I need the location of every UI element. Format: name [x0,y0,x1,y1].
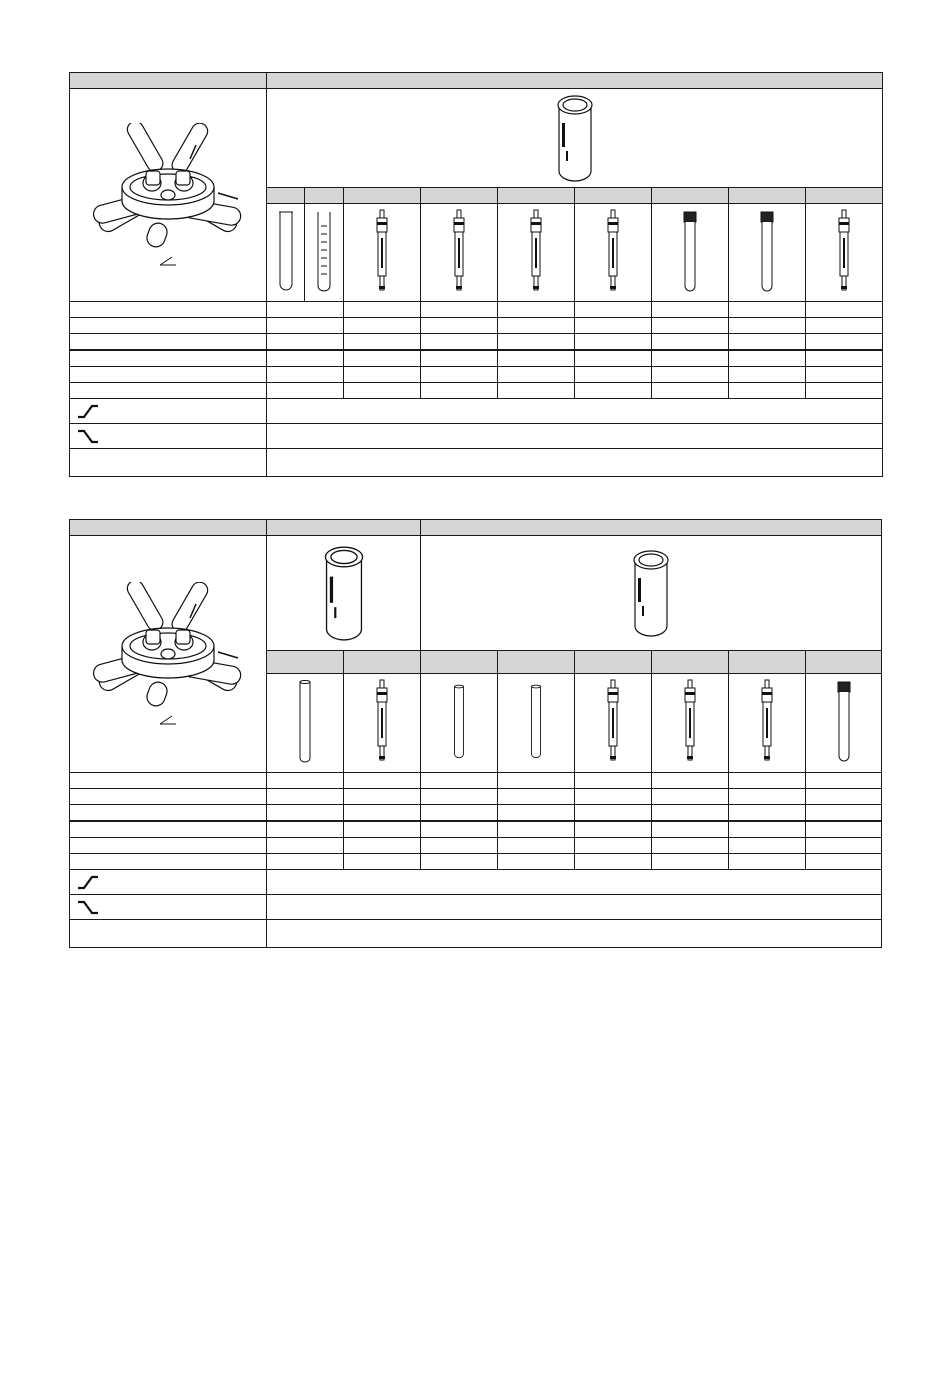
adapter-image-1 [267,674,344,773]
adapter-image-6 [652,674,729,773]
rotor-image-cell [70,89,267,302]
adapter-header-2 [344,650,421,673]
adapter-header-8 [729,187,806,203]
adapter-image-4 [421,204,498,302]
adapter-header-2 [305,187,344,203]
adapter-header-3 [421,650,498,673]
adapter-header-9 [806,187,883,203]
data-row [70,334,883,351]
data-row [70,838,882,854]
blood-collection-tube-icon [449,208,469,298]
adapter-image-9 [806,204,883,302]
adapter-header-4 [498,650,575,673]
adapter-header-7 [652,187,729,203]
capped-tube-icon [834,678,854,768]
round-bucket-icon [629,548,673,638]
adapter-image-5 [498,204,575,302]
data-row [70,302,883,318]
swing-out-rotor-with-buckets-icon [88,582,248,712]
adapter-header-3 [344,187,421,203]
data-row [70,383,883,399]
capped-tube-icon [680,208,700,298]
rotor-table-2 [69,519,882,948]
adapter-header-7 [729,650,806,673]
adapter-image-4 [498,674,575,773]
blood-collection-tube-icon [603,208,623,298]
adapter-header-5 [498,187,575,203]
data-row [70,805,882,822]
adapter-image-6 [575,204,652,302]
adapter-image-3 [421,674,498,773]
plain-tube-icon [526,683,546,763]
deceleration-row [70,424,883,449]
acceleration-ramp-icon [76,874,100,890]
data-row [70,789,882,805]
angle-mark-icon [158,255,178,267]
header-cell-bucket-a [267,520,421,536]
acceleration-row [70,399,883,424]
deceleration-row [70,895,882,920]
notes-row [70,920,882,948]
rotor-table-1 [69,72,883,477]
bucket-image-cell [267,89,883,188]
blood-collection-tube-icon [371,678,393,768]
plain-tube-icon [295,678,315,768]
round-bottom-tube-icon [276,208,296,298]
header-cell-buckets [267,73,883,89]
adapter-header-6 [652,650,729,673]
header-cell-bucket-b [421,520,882,536]
adapter-image-8 [806,674,882,773]
data-row [70,854,882,870]
blood-collection-tube-icon [526,208,546,298]
acceleration-row [70,870,882,895]
blood-collection-tube-icon [680,678,700,768]
deceleration-ramp-icon [76,428,100,444]
adapter-header-1 [267,650,344,673]
adapter-image-3 [344,204,421,302]
data-row [70,773,882,789]
adapter-image-8 [729,204,806,302]
adapter-header-5 [575,650,652,673]
swing-out-rotor-with-buckets-icon [88,123,248,253]
adapter-image-2 [305,204,344,302]
adapter-image-2 [344,674,421,773]
adapter-image-1 [267,204,305,302]
adapter-image-7 [729,674,806,773]
plain-tube-icon [449,683,469,763]
blood-collection-tube-icon [603,678,623,768]
blood-collection-tube-icon [372,208,392,298]
adapter-header-1 [267,187,305,203]
bucket-image-cell-a [267,536,421,651]
adapter-image-5 [575,674,652,773]
rotor-image-cell [70,536,267,773]
round-bucket-icon [320,543,368,643]
bucket-image-cell-b [421,536,882,651]
round-bucket-icon [553,93,597,183]
adapter-image-7 [652,204,729,302]
adapter-header-4 [421,187,498,203]
data-row [70,318,883,334]
graduated-tube-icon [314,208,334,298]
notes-row [70,449,883,477]
blood-collection-tube-icon [834,208,854,298]
acceleration-ramp-icon [76,403,100,419]
data-row [70,821,882,838]
header-cell-rotor [70,73,267,89]
data-row [70,367,883,383]
blood-collection-tube-icon [757,678,777,768]
deceleration-ramp-icon [76,899,100,915]
angle-mark-icon [158,714,178,726]
data-row [70,350,883,367]
adapter-header-8 [806,650,882,673]
adapter-header-6 [575,187,652,203]
header-cell-rotor [70,520,267,536]
capped-tube-icon [757,208,777,298]
